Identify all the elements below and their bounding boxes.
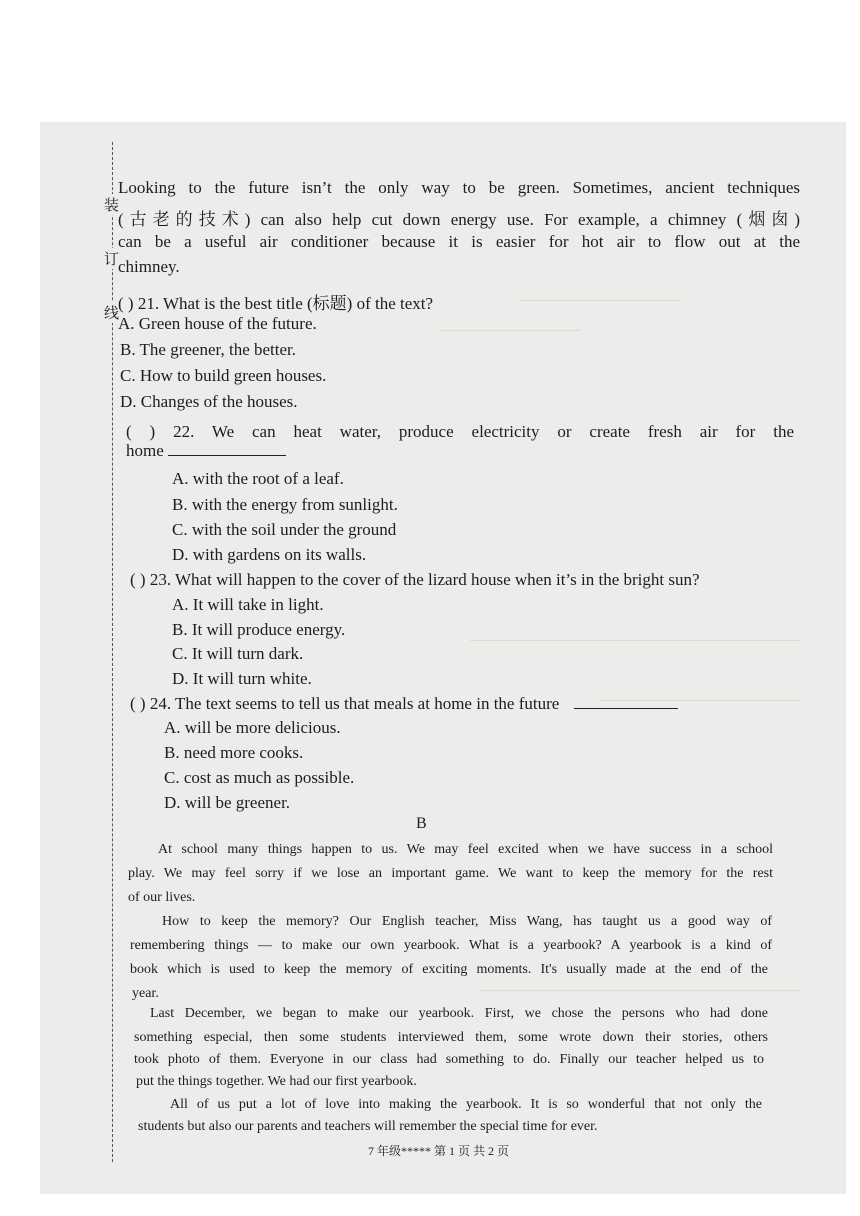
answer-option: B. It will produce energy. — [172, 620, 346, 639]
answer-option: A. with the root of a leaf. — [172, 469, 344, 488]
passage-line: At school many things happen to us. We may feel excited when we have success in a school — [158, 842, 773, 857]
binding-line — [112, 142, 113, 1162]
passage-line: book which is used to keep the memory of exciting moments. It's usually made at the end of the — [130, 962, 768, 977]
passage-line: Last December, we began to make our yearbook. First, we chose the persons who had done — [150, 1006, 768, 1021]
answer-option: B. The greener, the better. — [120, 340, 297, 359]
answer-blank[interactable] — [168, 441, 286, 456]
bleed-through-mark — [440, 330, 580, 341]
passage-line: play. We may feel sorry if we lose an important game. We want to keep the memory for the rest — [128, 866, 773, 881]
question-stem: ( ) 24. The text seems to tell us that meals at home in the future — [130, 694, 560, 713]
answer-option: B. need more cooks. — [164, 743, 304, 762]
answer-option: D. will be greener. — [164, 793, 291, 812]
binding-char-xian: 线 — [104, 302, 119, 323]
answer-option: B. with the energy from sunlight. — [172, 495, 398, 514]
passage-line: How to keep the memory? Our English teacher, Miss Wang, has taught us a good way of — [162, 914, 772, 929]
answer-option: A. will be more delicious. — [164, 718, 341, 737]
answer-blank[interactable] — [574, 694, 678, 709]
answer-option: A. Green house of the future. — [118, 314, 317, 333]
answer-option: C. How to build green houses. — [120, 366, 327, 385]
bleed-through-mark — [470, 640, 800, 651]
passage-line: put the things together. We had our first yearbook. — [136, 1074, 417, 1089]
passage-line: students but also our parents and teachers will remember the special time for ever. — [138, 1119, 598, 1134]
passage-line: All of us put a lot of love into making the yearbook. It is so wonderful that not only the — [170, 1097, 762, 1112]
intro-line: chimney. — [118, 257, 180, 276]
passage-line: took photo of them. Everyone in our class had something to do. Finally our teacher helped us to — [134, 1052, 764, 1067]
question-stem-continued — [126, 441, 286, 461]
passage-line: something especial, then some students interviewed them, some wrote down their stories, others — [134, 1030, 768, 1045]
answer-option: D. with gardens on its walls. — [172, 545, 367, 564]
question-stem-with-blank — [130, 694, 678, 714]
answer-option: A. It will take in light. — [172, 595, 324, 614]
intro-line: (古老的技术) can also help cut down energy use. For example, a chimney (烟囱) — [118, 210, 800, 229]
page-footer: 7 年级***** 第 1 页 共 2 页 — [368, 1144, 510, 1158]
passage-line: of our lives. — [128, 890, 196, 905]
bleed-through-mark — [520, 300, 680, 311]
passage-line: year. — [132, 986, 159, 1001]
question-stem: ( ) 21. What is the best title (标题) of the text? — [118, 294, 434, 313]
answer-option: D. Changes of the houses. — [120, 392, 298, 411]
answer-option: C. cost as much as possible. — [164, 768, 355, 787]
answer-option: D. It will turn white. — [172, 669, 312, 688]
binding-char-zhuang: 装 — [104, 194, 119, 215]
intro-line: Looking to the future isn’t the only way to be green. Sometimes, ancient techniques — [118, 178, 800, 197]
intro-line: can be a useful air conditioner because it is easier for hot air to flow out at the — [118, 232, 800, 251]
section-heading: B — [416, 815, 427, 832]
question-stem: ( ) 22. We can heat water, produce electricity or create fresh air for the — [126, 422, 794, 441]
answer-option: C. with the soil under the ground — [172, 520, 397, 539]
binding-char-ding: 订 — [104, 248, 119, 269]
answer-option: C. It will turn dark. — [172, 644, 304, 663]
passage-line: remembering things — to make our own yearbook. What is a yearbook? A yearbook is a kind of — [130, 938, 772, 953]
question-stem-word: home — [126, 441, 164, 460]
bleed-through-mark — [480, 990, 800, 1001]
question-stem: ( ) 23. What will happen to the cover of the lizard house when it’s in the bright sun? — [130, 570, 700, 589]
